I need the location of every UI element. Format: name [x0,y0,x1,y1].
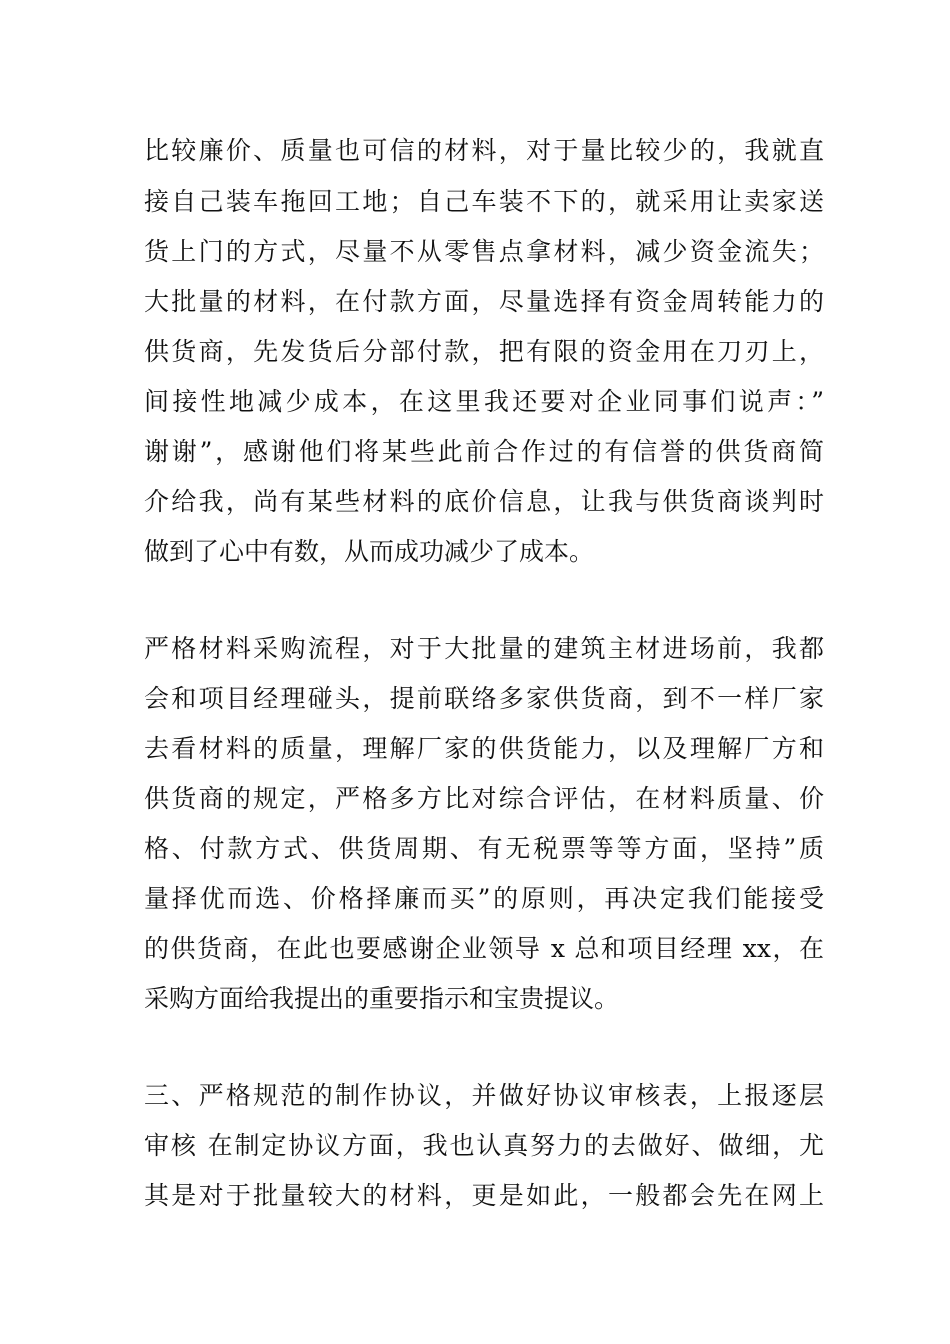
text-line: 谢谢”，感谢他们将某些此前合作过的有信誉的供货商简 [144,437,824,466]
text-line: 比较廉价、质量也可信的材料，对于量比较少的，我就直 [144,136,824,165]
text-line: 采购方面给我提出的重要指示和宝贵提议。 [144,984,620,1013]
text-line: 货上门的方式，尽量不从零售点拿材料，减少资金流失； [144,237,824,266]
text-line: 审核 在制定协议方面，我也认真努力的去做好、做细，尤 [144,1131,824,1160]
text-line: 去看材料的质量，理解厂家的供货能力，以及理解厂方和 [144,734,824,763]
text-line: 的供货商，在此也要感谢企业领导 x 总和项目经理 xx，在 [144,934,824,963]
text-line: 接自己装车拖回工地；自己车装不下的，就采用让卖家送 [144,187,824,216]
text-line: 量择优而选、价格择廉而买”的原则，再决定我们能接受 [144,884,824,913]
text-line: 会和项目经理碰头，提前联络多家供货商，到不一样厂家 [144,684,824,713]
text-line: 供货商的规定，严格多方比对综合评估，在材料质量、价 [144,784,824,813]
text-line: 做到了心中有数，从而成功减少了成本。 [144,537,595,566]
text-line: 间接性地减少成本，在这里我还要对企业同事们说声：” [144,387,824,416]
text-line: 介给我，尚有某些材料的底价信息，让我与供货商谈判时 [144,487,824,516]
text-line: 供货商，先发货后分部付款，把有限的资金用在刀刃上， [144,337,824,366]
text-line: 严格材料采购流程，对于大批量的建筑主材进场前，我都 [144,634,824,663]
text-line: 三、严格规范的制作协议，并做好协议审核表，上报逐层 [144,1081,824,1110]
text-line: 其是对于批量较大的材料，更是如此，一般都会先在网上 [144,1181,824,1210]
text-line: 大批量的材料，在付款方面，尽量选择有资金周转能力的 [144,287,824,316]
text-line: 格、付款方式、供货周期、有无税票等等方面，坚持”质 [144,834,824,863]
